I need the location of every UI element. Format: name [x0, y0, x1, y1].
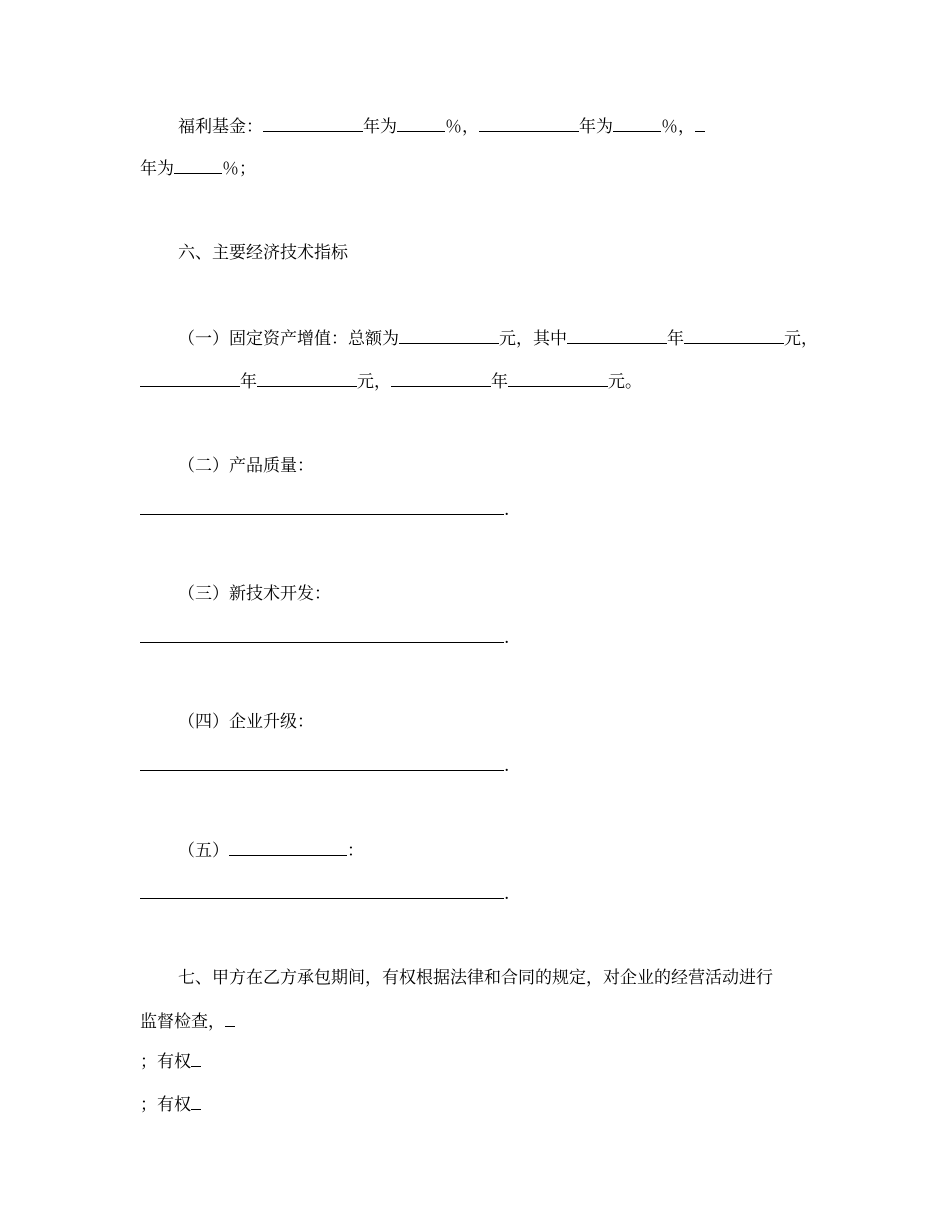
welfare-fund-line-cont [140, 157, 256, 179]
item-2-answer-line [140, 498, 509, 520]
section-7-line-3 [140, 1050, 201, 1072]
right-blank-2[interactable] [191, 1093, 201, 1110]
supervision-blank[interactable] [225, 1010, 235, 1027]
item-1-line [178, 327, 818, 349]
product-quality-blank[interactable] [140, 498, 504, 515]
year-blank-3[interactable] [695, 115, 705, 132]
item-5-line [178, 839, 364, 861]
item-1-amount-blank-3[interactable] [508, 370, 608, 387]
total-amount-blank[interactable] [399, 327, 499, 344]
section-7-line-1: 七、甲方在乙方承包期间，有权根据法律和合同的规定，对企业的经营活动进行 [178, 968, 773, 988]
year-label-1: 年 [667, 329, 684, 349]
item-1-year-blank-1[interactable] [567, 327, 667, 344]
item-1-line-cont [140, 370, 642, 392]
percent-sep-3: ％； [222, 159, 256, 179]
year-suffix-3: 年为 [140, 159, 174, 179]
welfare-label: 福利基金： [178, 117, 263, 137]
percent-blank-2[interactable] [613, 115, 661, 132]
item-3-answer-line [140, 626, 509, 648]
year-suffix-1: 年为 [363, 117, 397, 137]
year-label-3: 年 [491, 372, 508, 392]
year-blank-1[interactable] [263, 115, 363, 132]
yuan-period: 元。 [608, 372, 642, 392]
section-7-line-4 [140, 1093, 201, 1115]
item-5-answer-line [140, 882, 509, 904]
item-1-amount-blank-2[interactable] [257, 370, 357, 387]
percent-blank-1[interactable] [397, 115, 445, 132]
supervision-text: 监督检查， [140, 1012, 225, 1032]
item-5-period: . [504, 884, 510, 904]
yuan-comma-2: 元， [357, 372, 391, 392]
year-suffix-2: 年为 [579, 117, 613, 137]
right-text-2: ；有权 [140, 1095, 191, 1115]
item-2-period: . [504, 500, 510, 520]
item-4-label: （四）企业升级： [178, 712, 314, 732]
item-3-label: （三）新技术开发： [178, 584, 331, 604]
item-1-label: （一）固定资产增值：总额为 [178, 329, 399, 349]
item-1-year-blank-2[interactable] [140, 370, 240, 387]
item-3-period: . [504, 628, 510, 648]
enterprise-upgrade-blank[interactable] [140, 754, 504, 771]
item-4-period: . [504, 756, 510, 776]
yuan-among: 元，其中 [499, 329, 567, 349]
percent-blank-3[interactable] [174, 157, 222, 174]
new-tech-blank[interactable] [140, 626, 504, 643]
right-blank-1[interactable] [191, 1050, 201, 1067]
item-5-answer-blank[interactable] [140, 882, 504, 899]
section-6-heading: 六、主要经济技术指标 [178, 243, 348, 263]
item-5-label: （五） [178, 841, 229, 861]
welfare-fund-line [178, 115, 705, 137]
item-2-label: （二）产品质量： [178, 456, 314, 476]
percent-sep-1: ％， [445, 117, 479, 137]
item-4-answer-line [140, 754, 509, 776]
item-5-colon: ： [347, 841, 364, 861]
section-7-line-2 [140, 1010, 235, 1032]
right-text-1: ；有权 [140, 1052, 191, 1072]
year-blank-2[interactable] [479, 115, 579, 132]
item-1-year-blank-3[interactable] [391, 370, 491, 387]
item-1-amount-blank-1[interactable] [684, 327, 784, 344]
yuan-comma-1: 元， [784, 329, 818, 349]
year-label-2: 年 [240, 372, 257, 392]
percent-sep-2: ％， [661, 117, 695, 137]
item-5-title-blank[interactable] [229, 839, 347, 856]
